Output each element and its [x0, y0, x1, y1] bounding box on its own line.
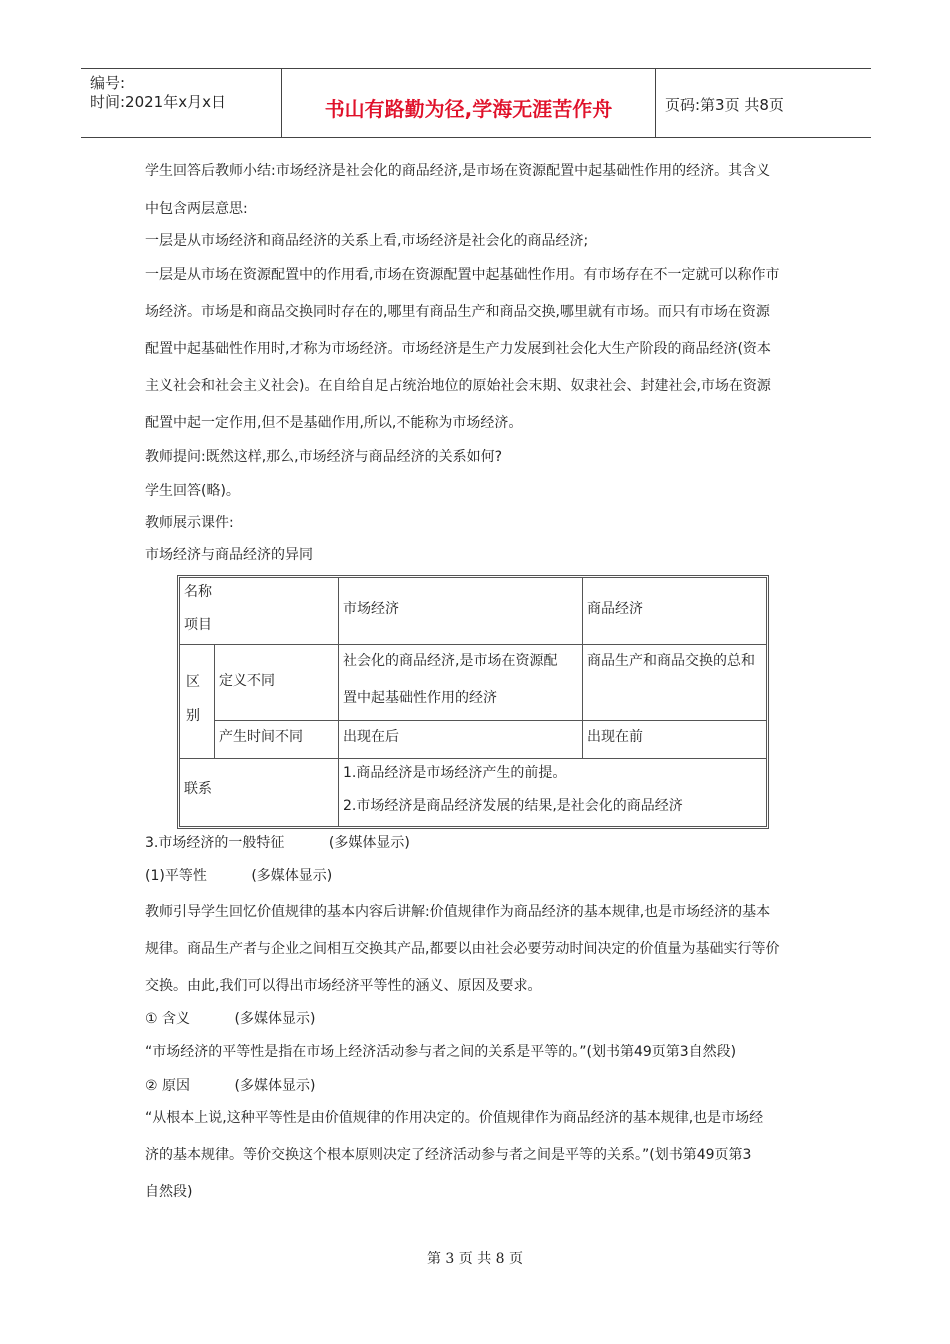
table-row-label: 定义不同 [219, 673, 275, 689]
table-cell: 商品生产和商品交换的总和 [587, 653, 755, 669]
table-cell: 1.商品经济是市场经济产生的前提。 [343, 765, 567, 781]
table-cell: 出现在前 [587, 729, 643, 745]
page-header [81, 68, 871, 138]
table-cell: 置中起基础性作用的经济 [343, 690, 497, 706]
paragraph-line: 学生回答(略)。 [145, 483, 240, 499]
paragraph-line: 中包含两层意思: [145, 201, 248, 217]
paragraph-line: 教师展示课件: [145, 515, 234, 531]
paragraph-line: 场经济。市场是和商品交换同时存在的,哪里有商品生产和商品交换,哪里就有市场。而只有市场在资源 [145, 304, 770, 320]
item-heading: ① 含义 (多媒体显示) [145, 1011, 316, 1027]
document-number-label: 编号: [90, 74, 126, 92]
paragraph-line: 交换。由此,我们可以得出市场经济平等性的涵义、原因及要求。 [145, 978, 542, 994]
table-corner-bottom: 项目 [184, 617, 212, 633]
table-corner-top: 名称 [184, 584, 212, 600]
paragraph-line: 一层是从市场在资源配置中的作用看,市场在资源配置中起基础性作用。有市场存在不一定就可以称作市 [145, 267, 780, 283]
table-rule [214, 720, 766, 721]
header-motto-cell [281, 69, 656, 137]
table-diff-label: 别 [186, 708, 200, 724]
paragraph-line: 一层是从市场经济和商品经济的关系上看,市场经济是社会化的商品经济; [145, 233, 589, 249]
quote-line: 自然段) [145, 1184, 193, 1200]
comparison-table [177, 575, 769, 829]
paragraph-line: 教师提问:既然这样,那么,市场经济与商品经济的关系如何? [145, 449, 503, 465]
header-meta-cell [81, 69, 281, 137]
document-time-label: 时间:2021年x月x日 [90, 93, 226, 111]
table-header-market: 市场经济 [343, 601, 399, 617]
paragraph-line: 学生回答后教师小结:市场经济是社会化的商品经济,是市场在资源配置中起基础性作用的经济。其含义 [145, 163, 771, 179]
subsection-heading: (1)平等性 (多媒体显示) [145, 868, 333, 884]
section-heading: 3.市场经济的一般特征 (多媒体显示) [145, 835, 410, 851]
table-rule [214, 644, 215, 758]
quote-line: 济的基本规律。等价交换这个根本原则决定了经济活动参与者之间是平等的关系。”(划书第49页第3 [145, 1147, 752, 1163]
table-rule [582, 578, 583, 758]
table-rule [338, 578, 339, 826]
header-page-number: 页码:第3页 共8页 [665, 96, 784, 114]
paragraph-line: 规律。商品生产者与企业之间相互交换其产品,都要以由社会必要劳动时间决定的价值量为基础实行等价 [145, 941, 780, 957]
table-cell: 社会化的商品经济,是市场在资源配 [343, 653, 558, 669]
quote-line: “市场经济的平等性是指在市场上经济活动参与者之间的关系是平等的。”(划书第49页第3自然段) [145, 1044, 737, 1060]
table-cell: 出现在后 [343, 729, 399, 745]
table-diff-label: 区 [186, 674, 200, 690]
quote-line: “从根本上说,这种平等性是由价值规律的作用决定的。价值规律作为商品经济的基本规律,也是市场经 [145, 1110, 764, 1126]
table-header-commodity: 商品经济 [587, 601, 643, 617]
header-page-cell [655, 69, 871, 137]
paragraph-line: 配置中起基础性作用时,才称为市场经济。市场经济是生产力发展到社会化大生产阶段的商品经济(资本 [145, 341, 771, 357]
table-cell: 2.市场经济是商品经济发展的结果,是社会化的商品经济 [343, 798, 683, 814]
paragraph-line: 配置中起一定作用,但不是基础作用,所以,不能称为市场经济。 [145, 415, 523, 431]
table-row-label: 联系 [184, 781, 212, 797]
table-rule [180, 644, 766, 645]
item-heading: ② 原因 (多媒体显示) [145, 1078, 316, 1094]
table-caption: 市场经济与商品经济的异同 [145, 547, 313, 563]
table-row-label: 产生时间不同 [219, 729, 303, 745]
header-motto: 书山有路勤为径,学海无涯苦作舟 [324, 97, 613, 121]
table-rule [180, 758, 766, 759]
page-footer: 第 3 页 共 8 页 [426, 1251, 524, 1267]
paragraph-line: 教师引导学生回忆价值规律的基本内容后讲解:价值规律作为商品经济的基本规律,也是市场经济的基本 [145, 904, 771, 920]
paragraph-line: 主义社会和社会主义社会)。在自给自足占统治地位的原始社会末期、奴隶社会、封建社会,市场在资源 [145, 378, 771, 394]
